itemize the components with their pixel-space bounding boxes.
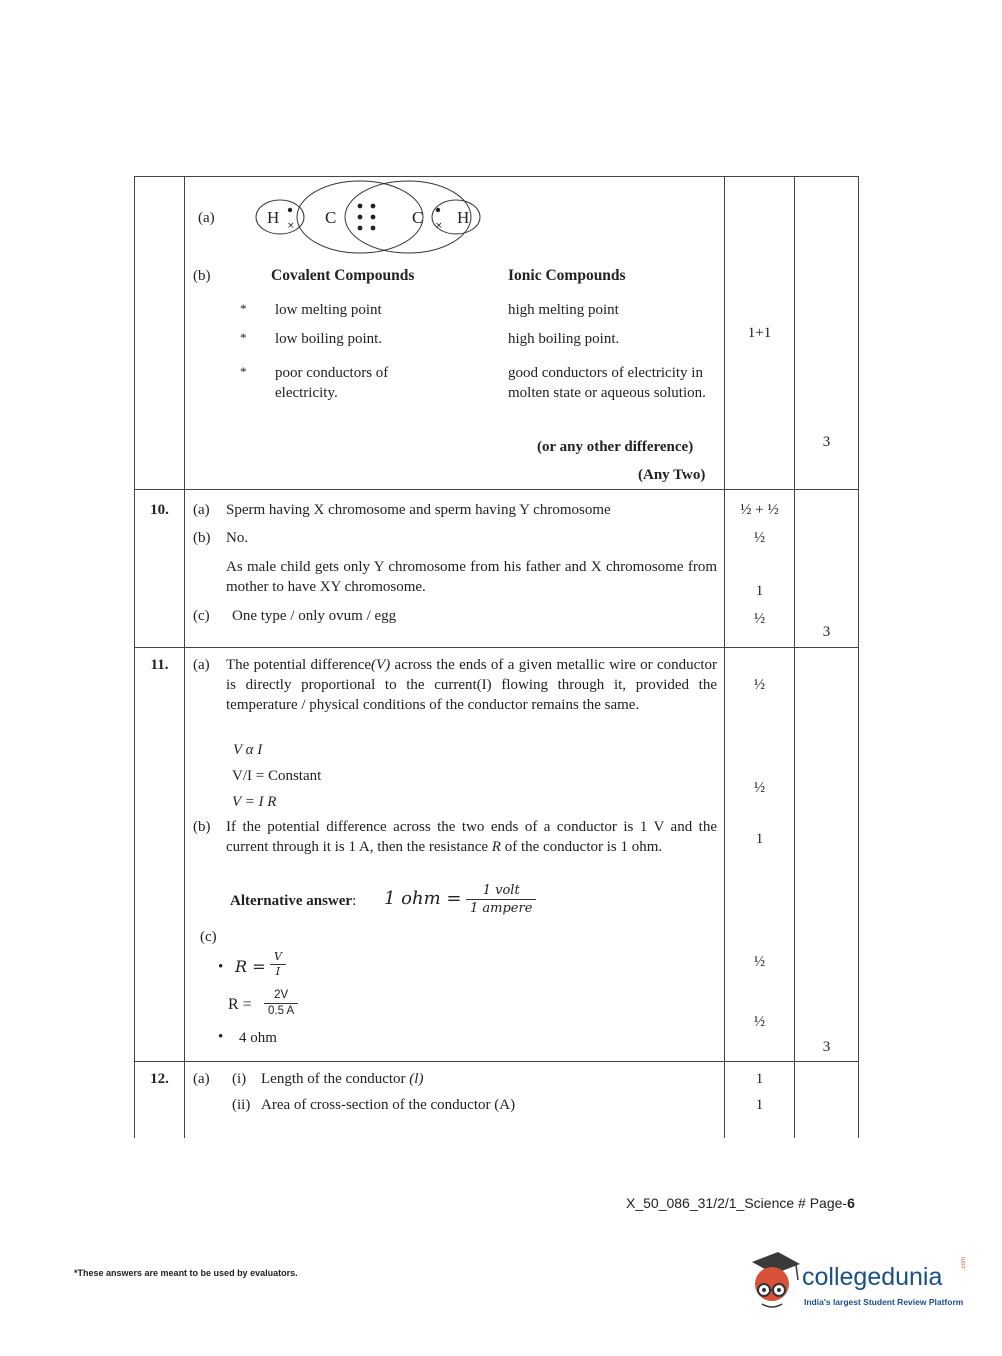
bullet: * (240, 301, 247, 316)
brand-tagline: India's largest Student Review Platform (804, 1297, 964, 1307)
q11-part-a-text: The potential difference(V) across the ends of a given metallic wire or conductor is directly proportional to the current(I) flowing through it, provided the temperature / physical conditions of the conductor remains the same. (226, 657, 717, 713)
collegedunia-logo (742, 1248, 982, 1320)
formula-ohms-law: V = I R (232, 794, 277, 810)
ionic-row-3: good conductors of electricity in molten state or aqueous solution. (508, 365, 706, 401)
formula-v-over-i: $\frac{V}{I}$ (270, 950, 286, 979)
formula-r-eq: R = (235, 957, 266, 976)
q12-mark-i: 1 (755, 1071, 764, 1087)
ethyne-electron-dot-diagram (240, 176, 490, 256)
diagram-cross-right: × (435, 221, 443, 231)
q10-mark-b: ½ (753, 530, 766, 546)
q10-part-b-explanation: As male child gets only Y chromosome from his father and X chromosome from mother to have XY chromosome. (226, 559, 717, 595)
q11-part-c-answer: 4 ohm (239, 1030, 277, 1046)
q9-marks: 1+1 (747, 325, 772, 341)
diagram-h2: H (457, 208, 470, 227)
q12-ii-label: (ii) (232, 1097, 251, 1113)
q10-total: 3 (822, 624, 831, 640)
q11-part-b-label: (b) (193, 819, 211, 835)
formula-constant: V/I = Constant (232, 768, 322, 784)
bullet: * (240, 330, 247, 345)
q11-mark-b: 1 (755, 831, 764, 847)
page-code: X_50_086_31/2/1_Science # Page-6 (626, 1195, 855, 1211)
q10-mark-b-explain: 1 (755, 583, 764, 599)
q11-part-c-label: (c) (200, 929, 217, 945)
q10-part-a-text: Sperm having X chromosome and sperm having Y chromosome (226, 502, 611, 518)
q9-part-a-label: (a) (198, 210, 215, 226)
diagram-cross-left: × (287, 221, 295, 231)
q12-part-a-label: (a) (193, 1071, 210, 1087)
alternative-answer-label: Alternative answer: (230, 893, 357, 909)
q12-ii-text: Area of cross-section of the conductor (A) (261, 1097, 516, 1113)
q9-part-b-label: (b) (193, 268, 211, 284)
bullet: • (218, 959, 224, 975)
formula-r-eq-2: R = (228, 996, 252, 1013)
brand-suffix: .com (961, 1256, 967, 1270)
diagram-h1: H (267, 208, 280, 227)
graduate-mascot-icon (742, 1248, 802, 1318)
q10-mark-c: ½ (753, 611, 766, 627)
ionic-heading: Ionic Compounds (508, 267, 626, 284)
alternative-lhs: 1 ohm = (384, 888, 462, 909)
q11-mark-c-answer: ½ (753, 1014, 766, 1030)
q12-mark-ii: 1 (755, 1097, 764, 1113)
q9-note-other-difference: (or any other difference) (537, 439, 694, 455)
q10-part-c-text: One type / only ovum / egg (232, 608, 397, 624)
q10-part-b-text: No. (226, 530, 249, 546)
q11-mark-c-formula: ½ (753, 954, 766, 970)
ionic-row-2: high boiling point. (508, 331, 620, 347)
q11-mark-a: ½ (753, 677, 766, 693)
diagram-c1: C (325, 208, 337, 227)
covalent-row-1: low melting point (275, 302, 382, 318)
formula-proportional: V α I (233, 742, 263, 758)
q10-number: 10. (150, 502, 169, 518)
evaluator-disclaimer: *These answers are meant to be used by evaluators. (74, 1268, 298, 1278)
q12-i-label: (i) (232, 1071, 247, 1087)
q11-part-a-label: (a) (193, 657, 210, 673)
bullet: * (240, 364, 247, 379)
q10-part-b-label: (b) (193, 530, 211, 546)
q9-note-any-two: (Any Two) (638, 467, 706, 483)
covalent-heading: Covalent Compounds (271, 267, 415, 284)
q12-i-text: Length of the conductor (l) (261, 1071, 424, 1087)
formula-2v-over-half-a: $\frac{2V}{0.5 A}$ (264, 988, 298, 1019)
covalent-row-2: low boiling point. (275, 331, 383, 347)
brand-name: collegedunia (802, 1263, 943, 1291)
q10-part-a-label: (a) (193, 502, 210, 518)
diagram-c2: C (412, 208, 424, 227)
ionic-row-1: high melting point (508, 302, 619, 318)
q11-part-b-text: If the potential difference across the two ends of a conductor is 1 V and the current through it is 1 A, then the resistance R of the conductor is 1 ohm. (226, 819, 717, 855)
covalent-row-3: poor conductors of electricity. (275, 365, 389, 401)
q9-total: 3 (822, 434, 831, 450)
q10-mark-a: ½ + ½ (740, 502, 779, 518)
q11-total: 3 (822, 1039, 831, 1055)
q10-part-c-label: (c) (193, 608, 210, 624)
q11-number: 11. (150, 657, 169, 673)
bullet: • (218, 1029, 224, 1045)
q11-mark-a-formula: ½ (753, 780, 766, 796)
q12-number: 12. (150, 1071, 169, 1087)
alternative-fraction: 1 volt 1 ampere (466, 882, 536, 917)
